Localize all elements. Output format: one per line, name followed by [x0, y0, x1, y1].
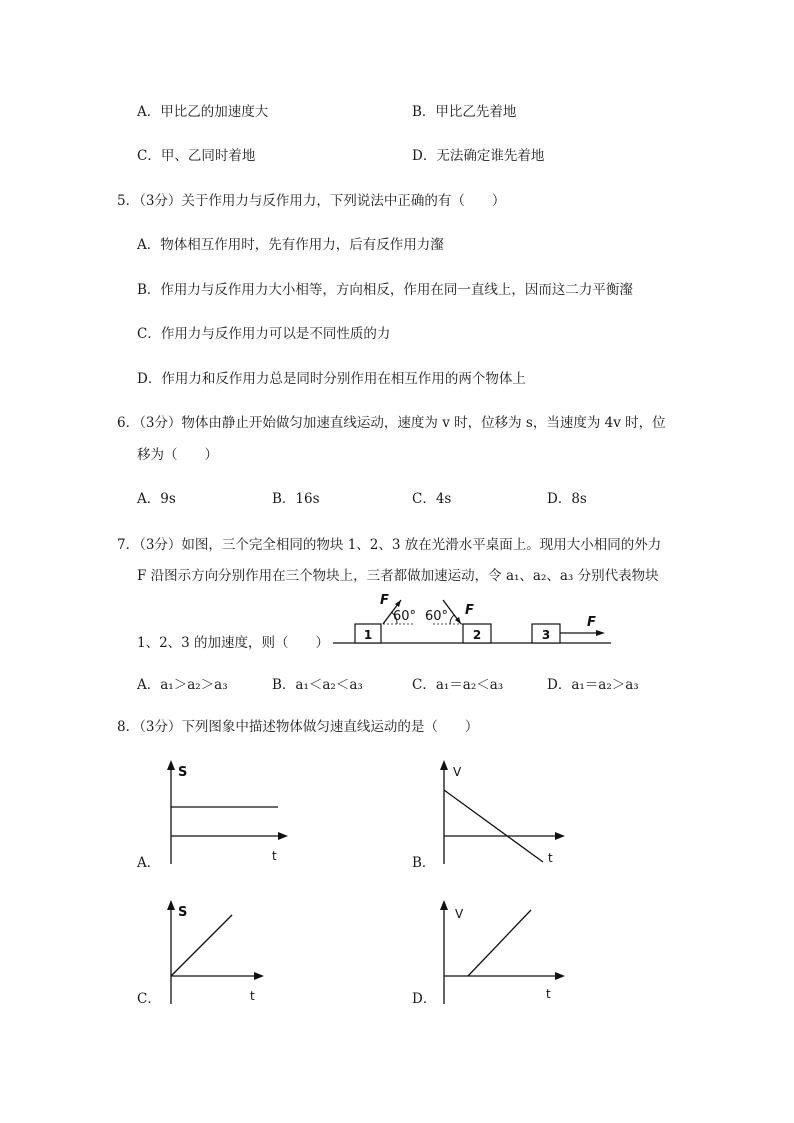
- force-label-1: F: [380, 593, 389, 608]
- block-1-label: 1: [363, 628, 373, 642]
- q5-option-b: B．作用力与反作用力大小相等，方向相反，作用在同一直线上，因而这二力平衡瀣: [137, 282, 633, 298]
- graph-a-y-label: S: [178, 765, 188, 780]
- q8-graph-b: [433, 760, 573, 870]
- q6-option-d: D．8s: [547, 491, 587, 507]
- q8-option-d: D．: [412, 991, 437, 1007]
- q7-option-c: C．a₁＝a₂＜a₃: [412, 677, 504, 693]
- q8-option-a: A．: [137, 855, 161, 871]
- q7-stem-line1: 7．（3分）如图，三个完全相同的物块 1、2、3 放在光滑水平桌面上。现用大小相同的外力: [117, 537, 662, 553]
- q4-option-b: B．甲比乙先着地: [412, 104, 517, 120]
- q7-option-b: B．a₁＜a₂＜a₃: [272, 677, 363, 693]
- q8-option-b: B．: [412, 855, 436, 871]
- q7-option-d: D．a₁＝a₂＞a₃: [547, 677, 639, 693]
- q7-stem-line3: 1、2、3 的加速度，则（ ）: [137, 635, 330, 651]
- q5-stem: 5．（3分）关于作用力与反作用力，下列说法中正确的有（ ）: [117, 193, 506, 209]
- q6-stem-line1: 6．（3分）物体由静止开始做匀加速直线运动，速度为 v 时，位移为 s，当速度为 4v 时，位: [117, 415, 666, 431]
- graph-b-y-label: V: [453, 765, 462, 779]
- q5-option-d: D．作用力和反作用力总是同时分别作用在相互作用的两个物体上: [137, 371, 526, 387]
- q8-option-c: C．: [137, 991, 161, 1007]
- q6-option-a: A．9s: [137, 491, 176, 507]
- angle-label-2: 60°: [425, 609, 449, 624]
- graph-c-x-label: t: [250, 989, 255, 1003]
- force-label-2: F: [465, 603, 474, 618]
- q4-option-c: C．甲、乙同时着地: [137, 148, 256, 164]
- graph-c-y-label: S: [178, 905, 188, 920]
- q8-graph-c: [160, 900, 270, 1010]
- q6-option-b: B．16s: [272, 491, 320, 507]
- q8-stem: 8．（3分）下列图象中描述物体做匀速直线运动的是（ ）: [117, 719, 479, 735]
- q6-option-c: C．4s: [412, 491, 452, 507]
- q7-stem-line2: F 沿图示方向分别作用在三个物块上，三者都做加速运动，令 a₁、a₂、a₃ 分别代表物块: [137, 568, 659, 584]
- graph-d-x-label: t: [546, 987, 551, 1001]
- q5-option-a: A．物体相互作用时，先有作用力，后有反作用力瀣: [137, 237, 444, 253]
- q8-graph-d: [433, 900, 573, 1010]
- angle-label-1: 60°: [393, 609, 417, 624]
- q8-graph-a: [160, 760, 290, 870]
- q6-stem-line2: 移为（ ）: [137, 447, 218, 463]
- force-label-3: F: [587, 615, 596, 630]
- q7-option-a: A．a₁＞a₂＞a₃: [137, 677, 228, 693]
- graph-a-x-label: t: [272, 849, 277, 863]
- q4-option-a: A．甲比乙的加速度大: [137, 104, 269, 120]
- block-3-label: 3: [541, 628, 551, 642]
- q5-option-c: C．作用力与反作用力可以是不同性质的力: [137, 326, 391, 342]
- graph-d-y-label: V: [455, 907, 464, 921]
- q7-blocks-figure: [333, 590, 613, 650]
- graph-b-x-label: t: [548, 851, 553, 865]
- q4-option-d: D．无法确定谁先着地: [412, 148, 545, 164]
- block-2-label: 2: [472, 628, 482, 642]
